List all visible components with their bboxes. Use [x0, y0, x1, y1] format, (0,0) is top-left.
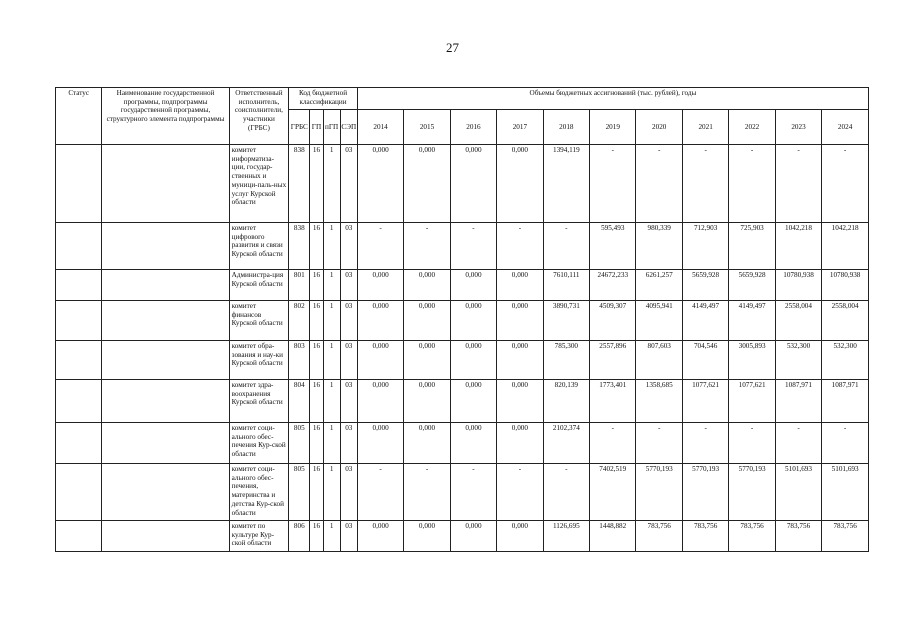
header-status: Статус	[56, 88, 102, 145]
value-cell-2024: 783,756	[822, 521, 869, 552]
code-cell-пГП: 1	[323, 341, 340, 380]
value-cell-2022: 3005,893	[729, 341, 775, 380]
executor-cell: комитет информатиза-ции, государ-ственных и муници-паль-ных услуг Курской области	[229, 145, 289, 223]
program-name-cell	[102, 223, 229, 270]
code-cell-ГП: 16	[310, 464, 323, 521]
table-row	[56, 341, 869, 380]
value-cell-2020: 1358,685	[636, 380, 682, 423]
code-cell-ГП: 16	[310, 223, 323, 270]
value-cell-2021: 704,546	[682, 341, 728, 380]
code-cell-СЭП: 03	[340, 464, 357, 521]
table-row	[56, 521, 869, 552]
value-cell-2020: -	[636, 423, 682, 464]
status-cell	[56, 223, 102, 270]
value-cell-2021: 4149,497	[682, 301, 728, 341]
code-cell-СЭП: 03	[340, 223, 357, 270]
value-cell-2023: -	[775, 145, 821, 223]
value-cell-2021: -	[682, 423, 728, 464]
value-cell-2018: 3890,731	[543, 301, 589, 341]
program-name-cell	[102, 521, 229, 552]
value-cell-2024: 2558,004	[822, 301, 869, 341]
code-cell-пГП: 1	[323, 423, 340, 464]
code-cell-пГП: 1	[323, 223, 340, 270]
value-cell-2017: 0,000	[497, 380, 543, 423]
program-name-cell	[102, 464, 229, 521]
table-body	[56, 145, 869, 552]
value-cell-2014: 0,000	[357, 270, 403, 301]
program-name-cell	[102, 145, 229, 223]
value-cell-2024: -	[822, 145, 869, 223]
value-cell-2019: 2557,896	[590, 341, 636, 380]
value-cell-2015: -	[404, 223, 450, 270]
value-cell-2020: 980,339	[636, 223, 682, 270]
page-number: 27	[446, 40, 459, 55]
code-cell-ГРБС: 838	[289, 145, 310, 223]
value-cell-2023: 10780,938	[775, 270, 821, 301]
header-year-2019: 2019	[590, 110, 636, 145]
value-cell-2016: 0,000	[450, 301, 496, 341]
value-cell-2018: -	[543, 464, 589, 521]
value-cell-2023: 2558,004	[775, 301, 821, 341]
table-row	[56, 270, 869, 301]
executor-cell: комитет цифрового развития и связи Курской области	[229, 223, 289, 270]
header-code-2: пГП	[323, 110, 340, 145]
value-cell-2017: 0,000	[497, 423, 543, 464]
code-cell-ГП: 16	[310, 145, 323, 223]
code-cell-СЭП: 03	[340, 380, 357, 423]
value-cell-2016: 0,000	[450, 380, 496, 423]
value-cell-2023: 5101,693	[775, 464, 821, 521]
value-cell-2019: 7402,519	[590, 464, 636, 521]
value-cell-2022: 1077,621	[729, 380, 775, 423]
program-name-cell	[102, 301, 229, 341]
value-cell-2023: -	[775, 423, 821, 464]
table-row	[56, 301, 869, 341]
status-cell	[56, 423, 102, 464]
value-cell-2017: 0,000	[497, 145, 543, 223]
status-cell	[56, 521, 102, 552]
value-cell-2024: 10780,938	[822, 270, 869, 301]
executor-cell: комитет соци-ального обес-печения, материнства и детства Кур-ской области	[229, 464, 289, 521]
value-cell-2022: -	[729, 423, 775, 464]
code-cell-ГРБС: 805	[289, 464, 310, 521]
value-cell-2022: 5770,193	[729, 464, 775, 521]
budget-table	[55, 87, 869, 552]
value-cell-2021: 783,756	[682, 521, 728, 552]
executor-cell: комитет здра-воохранения Курской области	[229, 380, 289, 423]
status-cell	[56, 301, 102, 341]
value-cell-2020: 783,756	[636, 521, 682, 552]
value-cell-2016: 0,000	[450, 341, 496, 380]
header-code-1: ГП	[310, 110, 323, 145]
code-cell-СЭП: 03	[340, 521, 357, 552]
program-name-cell	[102, 341, 229, 380]
value-cell-2015: 0,000	[404, 341, 450, 380]
executor-cell: комитет обра-зования и нау-ки Курской области	[229, 341, 289, 380]
value-cell-2020: 807,603	[636, 341, 682, 380]
code-cell-СЭП: 03	[340, 423, 357, 464]
code-cell-ГП: 16	[310, 341, 323, 380]
value-cell-2020: -	[636, 145, 682, 223]
value-cell-2015: 0,000	[404, 270, 450, 301]
value-cell-2019: -	[590, 423, 636, 464]
header-year-2020: 2020	[636, 110, 682, 145]
header-year-2024: 2024	[822, 110, 869, 145]
value-cell-2015: 0,000	[404, 521, 450, 552]
code-cell-СЭП: 03	[340, 341, 357, 380]
code-cell-ГП: 16	[310, 423, 323, 464]
code-cell-пГП: 1	[323, 145, 340, 223]
header-year-2022: 2022	[729, 110, 775, 145]
code-cell-ГРБС: 802	[289, 301, 310, 341]
value-cell-2023: 532,300	[775, 341, 821, 380]
header-code-0: ГРБС	[289, 110, 310, 145]
code-cell-пГП: 1	[323, 270, 340, 301]
value-cell-2020: 6261,257	[636, 270, 682, 301]
table-row	[56, 145, 869, 223]
value-cell-2015: -	[404, 464, 450, 521]
code-cell-СЭП: 03	[340, 270, 357, 301]
code-cell-ГП: 16	[310, 521, 323, 552]
code-cell-пГП: 1	[323, 301, 340, 341]
executor-cell: Администра-ция Курской области	[229, 270, 289, 301]
value-cell-2019: 1448,882	[590, 521, 636, 552]
table-row	[56, 380, 869, 423]
header-year-2015: 2015	[404, 110, 450, 145]
value-cell-2016: 0,000	[450, 521, 496, 552]
code-cell-пГП: 1	[323, 464, 340, 521]
value-cell-2024: 532,300	[822, 341, 869, 380]
status-cell	[56, 341, 102, 380]
value-cell-2023: 1087,971	[775, 380, 821, 423]
header-year-2018: 2018	[543, 110, 589, 145]
value-cell-2017: -	[497, 223, 543, 270]
value-cell-2018: 2102,374	[543, 423, 589, 464]
executor-cell: комитет по культуре Кур-ской области	[229, 521, 289, 552]
header-year-2014: 2014	[357, 110, 403, 145]
value-cell-2014: 0,000	[357, 423, 403, 464]
value-cell-2022: 4149,497	[729, 301, 775, 341]
value-cell-2022: 725,903	[729, 223, 775, 270]
value-cell-2014: 0,000	[357, 380, 403, 423]
value-cell-2016: 0,000	[450, 145, 496, 223]
value-cell-2014: 0,000	[357, 145, 403, 223]
value-cell-2017: 0,000	[497, 301, 543, 341]
value-cell-2018: 785,300	[543, 341, 589, 380]
table-row	[56, 423, 869, 464]
status-cell	[56, 380, 102, 423]
program-name-cell	[102, 423, 229, 464]
value-cell-2014: -	[357, 464, 403, 521]
value-cell-2023: 783,756	[775, 521, 821, 552]
value-cell-2016: -	[450, 464, 496, 521]
code-cell-ГРБС: 838	[289, 223, 310, 270]
header-name: Наименование государственной программы, подпрограммы государственной программы, структурного элемента подпрограммы	[102, 88, 229, 145]
value-cell-2014: 0,000	[357, 341, 403, 380]
value-cell-2020: 5770,193	[636, 464, 682, 521]
code-cell-СЭП: 03	[340, 145, 357, 223]
header-code-3: СЭП	[340, 110, 357, 145]
value-cell-2018: 7610,111	[543, 270, 589, 301]
value-cell-2021: 712,903	[682, 223, 728, 270]
code-cell-СЭП: 03	[340, 301, 357, 341]
value-cell-2024: -	[822, 423, 869, 464]
code-cell-ГРБС: 801	[289, 270, 310, 301]
value-cell-2022: 783,756	[729, 521, 775, 552]
value-cell-2024: 1087,971	[822, 380, 869, 423]
value-cell-2018: 1126,695	[543, 521, 589, 552]
value-cell-2015: 0,000	[404, 145, 450, 223]
header-year-2021: 2021	[682, 110, 728, 145]
code-cell-ГП: 16	[310, 270, 323, 301]
value-cell-2018: 1394,119	[543, 145, 589, 223]
status-cell	[56, 464, 102, 521]
value-cell-2018: 820,139	[543, 380, 589, 423]
status-cell	[56, 270, 102, 301]
code-cell-ГП: 16	[310, 380, 323, 423]
value-cell-2018: -	[543, 223, 589, 270]
status-cell	[56, 145, 102, 223]
value-cell-2024: 1042,218	[822, 223, 869, 270]
code-cell-ГРБС: 805	[289, 423, 310, 464]
value-cell-2020: 4095,941	[636, 301, 682, 341]
value-cell-2021: 5770,193	[682, 464, 728, 521]
header-executor: Ответственный исполнитель, соисполнители, участники (ГРБС)	[229, 88, 289, 145]
code-cell-ГРБС: 803	[289, 341, 310, 380]
value-cell-2021: 5659,928	[682, 270, 728, 301]
value-cell-2017: 0,000	[497, 521, 543, 552]
value-cell-2015: 0,000	[404, 380, 450, 423]
value-cell-2019: 595,493	[590, 223, 636, 270]
code-cell-ГРБС: 806	[289, 521, 310, 552]
value-cell-2016: 0,000	[450, 423, 496, 464]
value-cell-2019: 4509,307	[590, 301, 636, 341]
value-cell-2017: 0,000	[497, 341, 543, 380]
value-cell-2015: 0,000	[404, 423, 450, 464]
value-cell-2016: -	[450, 223, 496, 270]
value-cell-2021: -	[682, 145, 728, 223]
value-cell-2019: -	[590, 145, 636, 223]
value-cell-2023: 1042,218	[775, 223, 821, 270]
program-name-cell	[102, 270, 229, 301]
value-cell-2014: 0,000	[357, 521, 403, 552]
value-cell-2014: 0,000	[357, 301, 403, 341]
code-cell-ГРБС: 804	[289, 380, 310, 423]
program-name-cell	[102, 380, 229, 423]
value-cell-2022: -	[729, 145, 775, 223]
table-row	[56, 464, 869, 521]
value-cell-2019: 24672,233	[590, 270, 636, 301]
code-cell-пГП: 1	[323, 521, 340, 552]
value-cell-2015: 0,000	[404, 301, 450, 341]
header-year-2017: 2017	[497, 110, 543, 145]
value-cell-2016: 0,000	[450, 270, 496, 301]
code-cell-пГП: 1	[323, 380, 340, 423]
header-volumes: Объемы бюджетных ассигнований (тыс. рублей), годы	[357, 88, 868, 110]
code-cell-ГП: 16	[310, 301, 323, 341]
value-cell-2014: -	[357, 223, 403, 270]
header-year-2023: 2023	[775, 110, 821, 145]
executor-cell: комитет соци-ального обес-печения Кур-ской области	[229, 423, 289, 464]
header-budget-code: Код бюджетной классификации	[289, 88, 358, 110]
value-cell-2022: 5659,928	[729, 270, 775, 301]
value-cell-2021: 1077,621	[682, 380, 728, 423]
executor-cell: комитет финансов Курской области	[229, 301, 289, 341]
value-cell-2024: 5101,693	[822, 464, 869, 521]
value-cell-2019: 1773,401	[590, 380, 636, 423]
value-cell-2017: 0,000	[497, 270, 543, 301]
header-year-2016: 2016	[450, 110, 496, 145]
table-row	[56, 223, 869, 270]
value-cell-2017: -	[497, 464, 543, 521]
